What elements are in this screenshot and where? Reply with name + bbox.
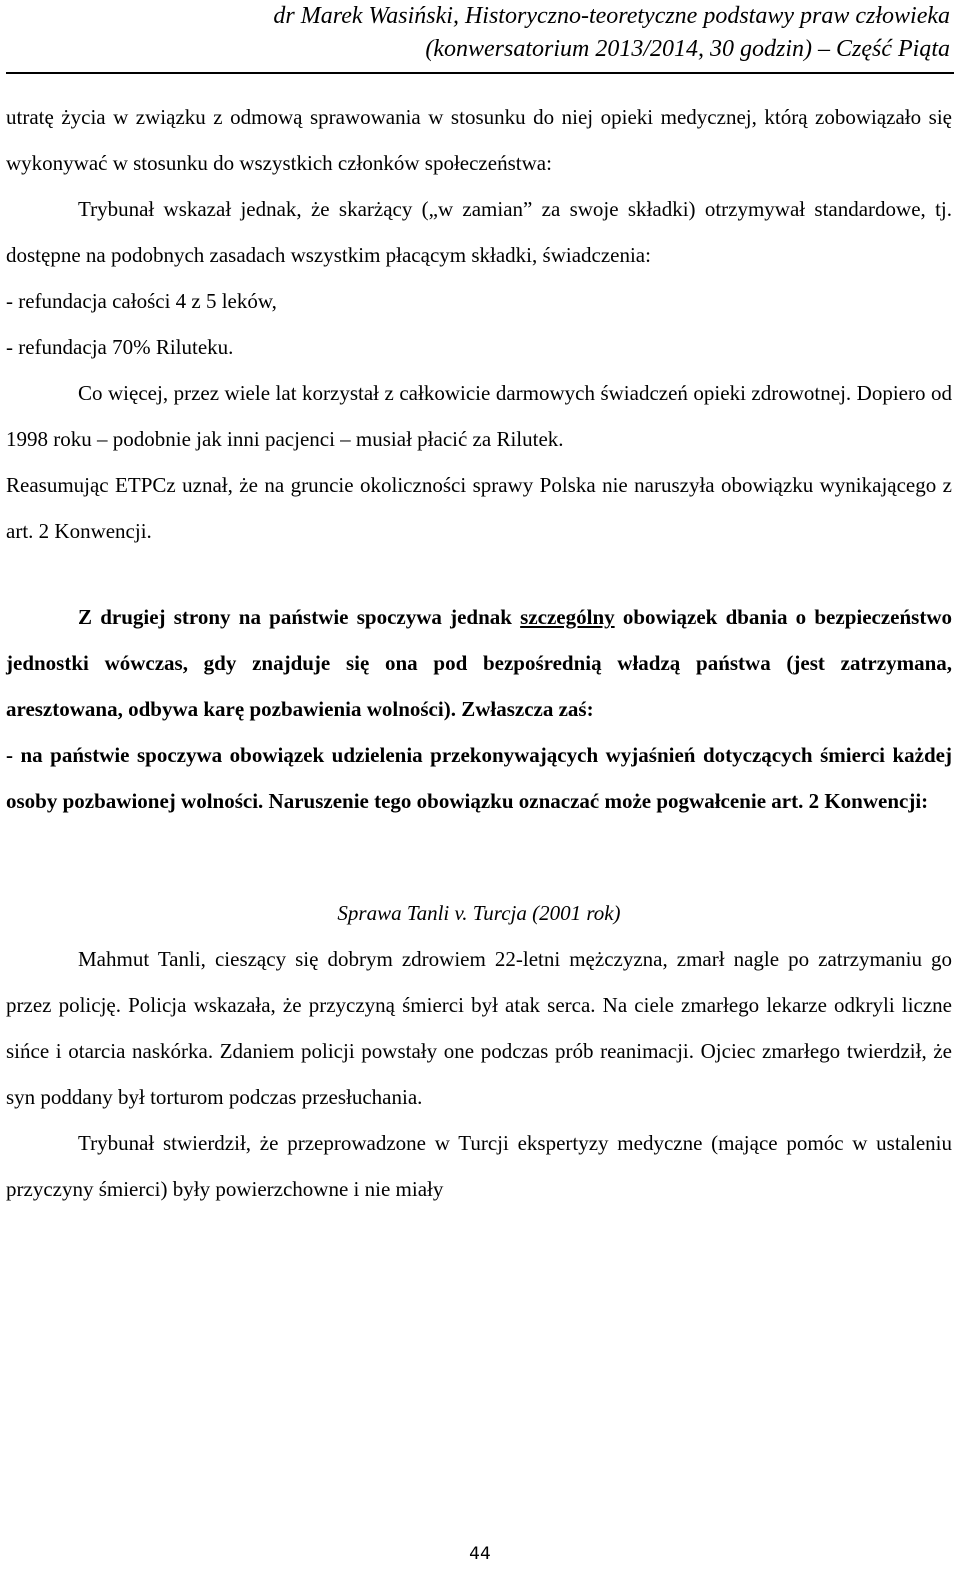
special-duty-text-start: Z drugiej strony na państwie spoczywa jednak bbox=[78, 605, 521, 629]
page-header bbox=[10, 0, 950, 66]
header-course-info: (konwersatorium 2013/2014, 30 godzin) – Część Piąta bbox=[425, 36, 950, 62]
paragraph-duty-explanation: - na państwie spoczywa obowiązek udzielenia przekonywających wyjaśnień dotyczących śmierci każdej osoby pozbawionej wolności. Naruszenie tego obowiązku oznaczać może pogwałcenie art. 2 Konwencji: bbox=[6, 743, 952, 813]
special-duty-emphasis: szczególny bbox=[520, 605, 615, 629]
paragraph-continuation: utratę życia w związku z odmową sprawowania w stosunku do niej opieki medycznej, którą zobowiązało się wykonywać w stosunku do wszystkich członków społeczeństwa: bbox=[6, 105, 952, 175]
list-item-refund-drugs: - refundacja całości 4 z 5 leków, bbox=[6, 289, 277, 313]
list-item-refund-rilutek: - refundacja 70% Riluteku. bbox=[6, 335, 234, 359]
document-body bbox=[6, 94, 952, 1212]
paragraph-free-care: Co więcej, przez wiele lat korzystał z całkowicie darmowych świadczeń opieki zdrowotnej. Dopiero od 1998 roku – podobnie jak inni pacjenci – musiał płacić za Rilutek. bbox=[6, 381, 952, 451]
paragraph-summary: Reasumując ETPCz uznał, że na gruncie okoliczności sprawy Polska nie naruszyła obowiązku wynikającego z art. 2 Konwencji. bbox=[6, 473, 952, 543]
header-divider bbox=[6, 72, 954, 74]
paragraph-special-duty bbox=[6, 594, 952, 732]
case-title: Sprawa Tanli v. Turcja (2001 rok) bbox=[337, 901, 621, 925]
special-duty-text-end: obowiązek dbania o bezpieczeństwo jednostki wówczas, gdy znajduje się ona pod bezpośrednią władzą państwa (jest zatrzymana, aresztowana, odbywa karę pozbawienia wolności). Zwłaszcza zaś: bbox=[6, 605, 952, 721]
header-author-title: dr Marek Wasiński, Historyczno-teoretyczne podstawy praw człowieka bbox=[273, 3, 950, 29]
spacer bbox=[6, 554, 952, 594]
page-number: 44 bbox=[469, 1544, 491, 1564]
paragraph-tribunal-finding: Trybunał stwierdził, że przeprowadzone w Turcji ekspertyzy medyczne (mające pomóc w ustaleniu przyczyny śmierci) były powierzchowne i nie miały bbox=[6, 1131, 952, 1201]
paragraph-case-facts: Mahmut Tanli, cieszący się dobrym zdrowiem 22-letni mężczyzna, zmarł nagle po zatrzymaniu go przez policję. Policja wskazała, że przyczyną śmierci był atak serca. Na ciele zmarłego lekarze odkryli liczne sińce i otarcia naskórka. Zdaniem policji powstały one podczas prób reanimacji. Ojciec zmarłego twierdził, że syn poddany był torturom podczas przesłuchania. bbox=[6, 947, 952, 1109]
paragraph-tribunal-contributions: Trybunał wskazał jednak, że skarżący („w zamian” za swoje składki) otrzymywał standardowe, tj. dostępne na podobnych zasadach wszystkim płacącym składki, świadczenia: bbox=[6, 197, 952, 267]
spacer bbox=[6, 824, 952, 890]
